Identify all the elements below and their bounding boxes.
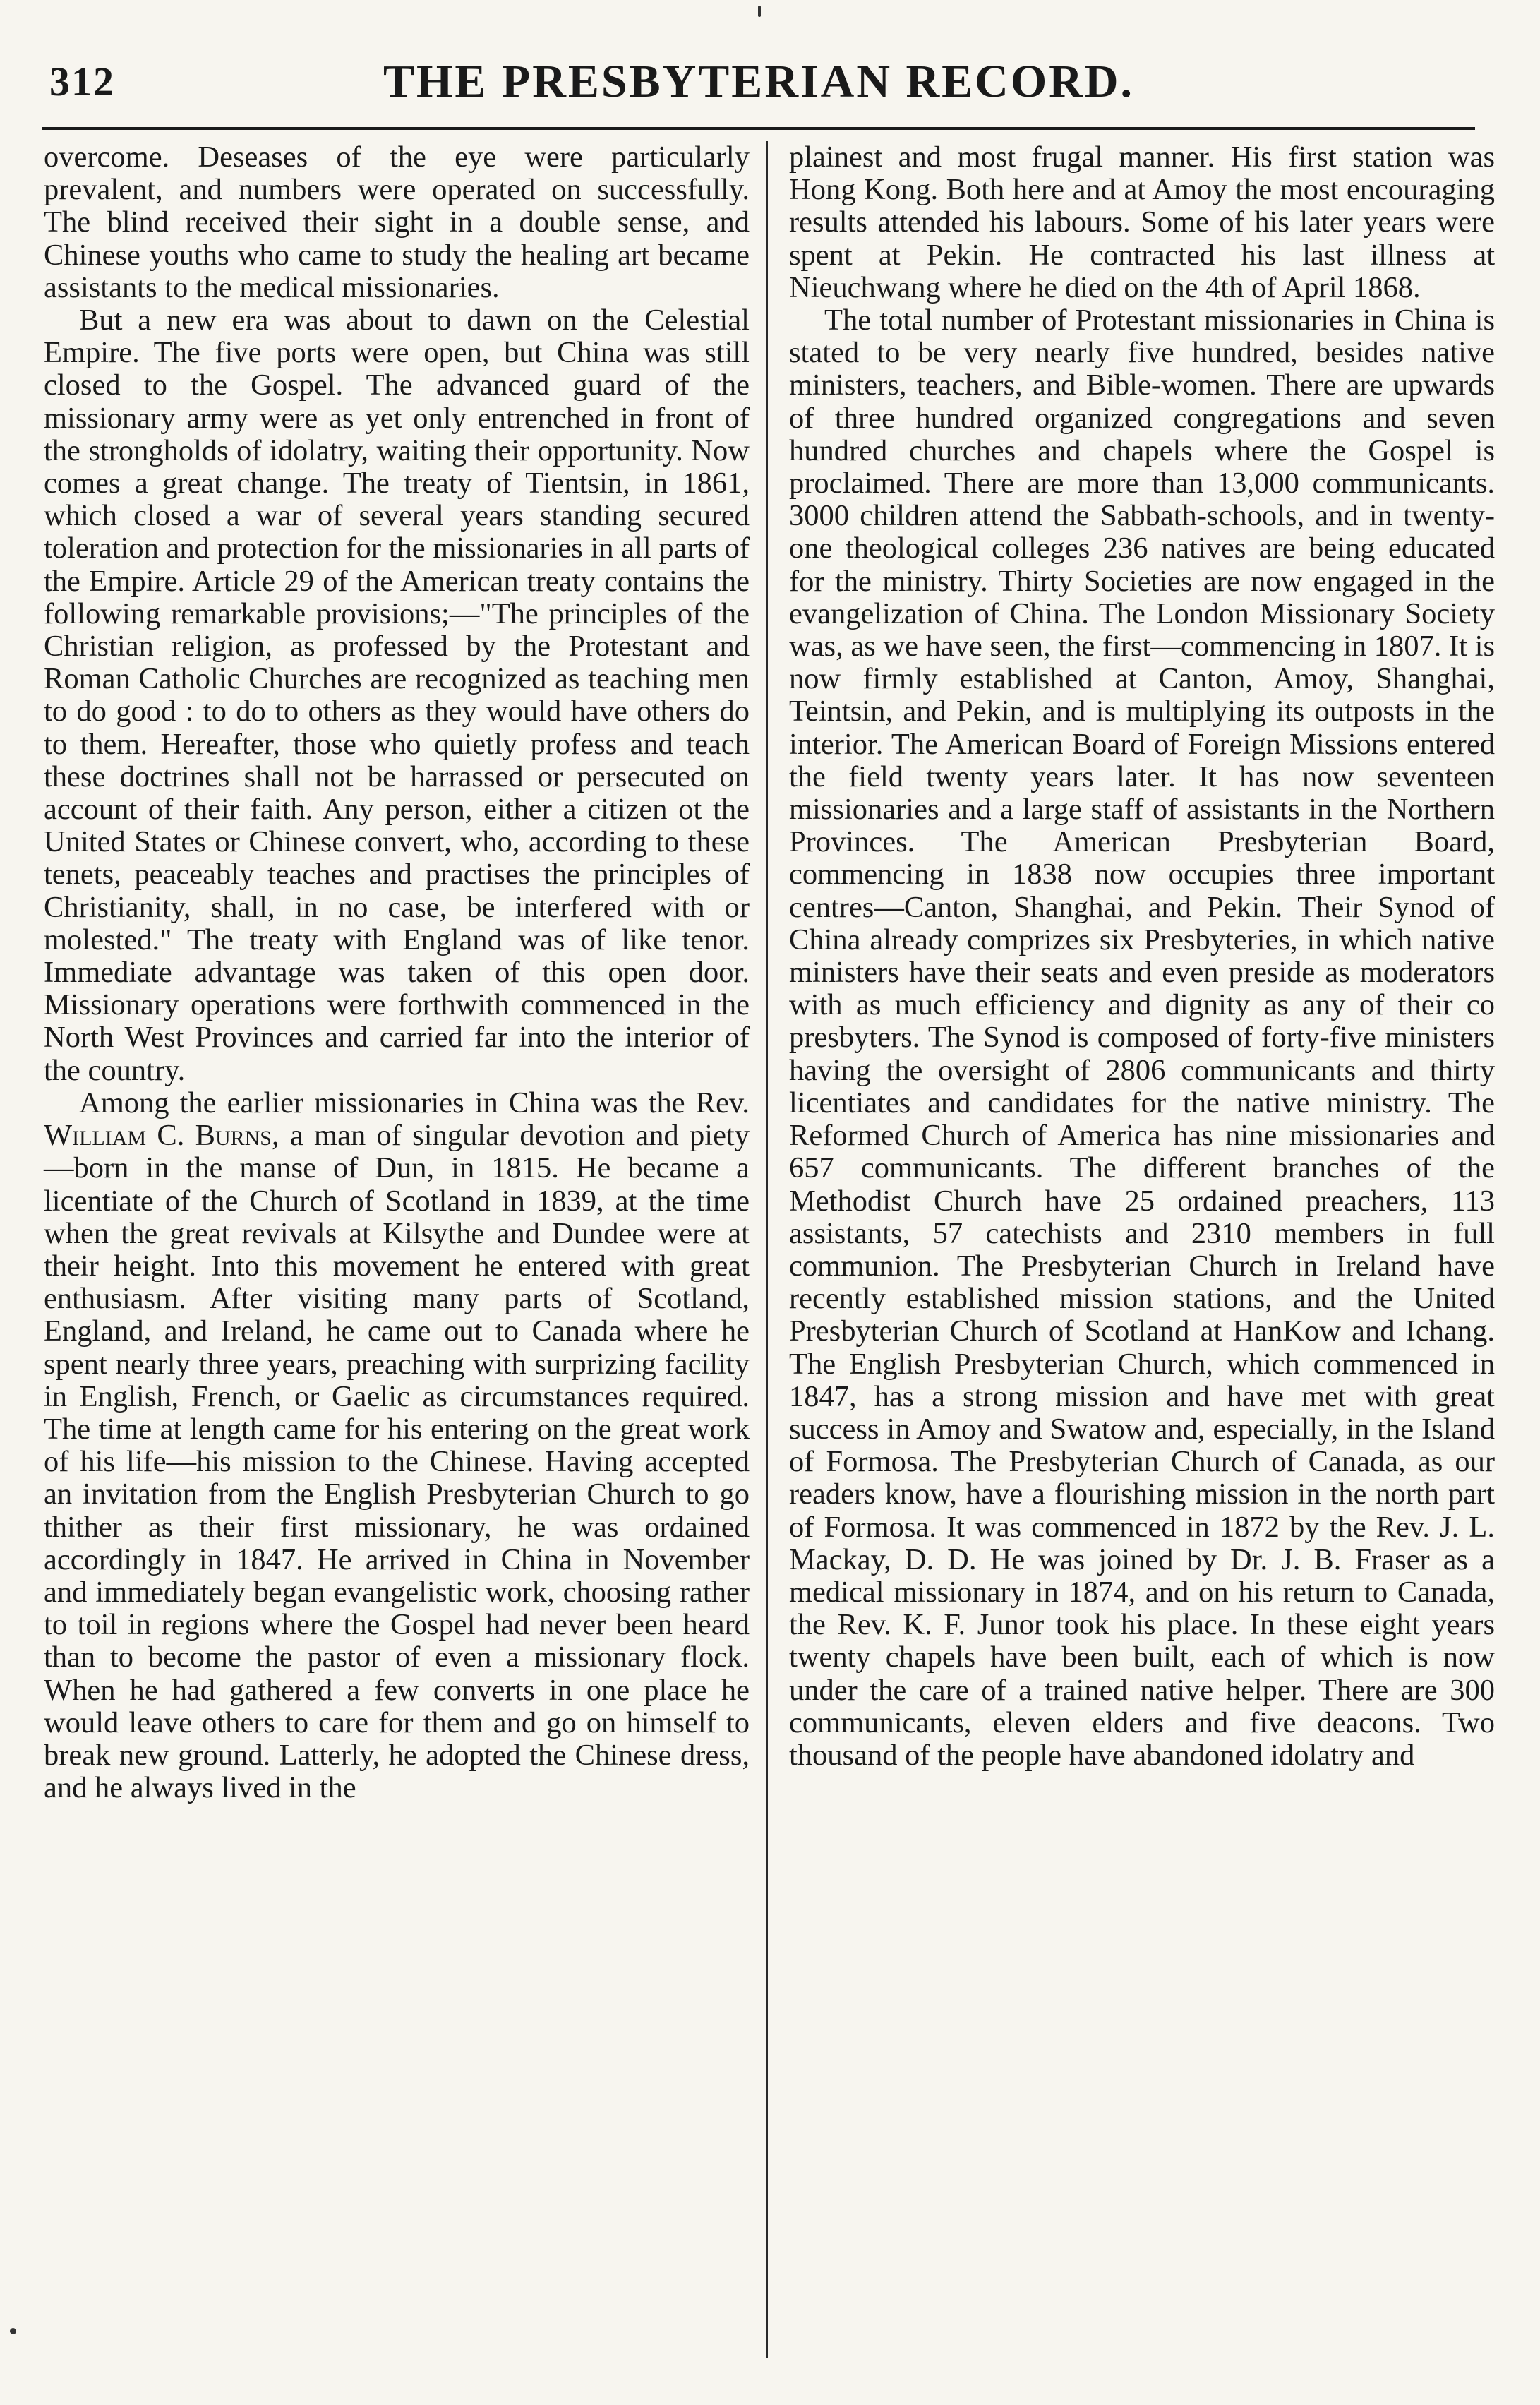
left-paragraph-3-intro: Among the earlier missionaries in China was the Rev. (79, 1086, 750, 1120)
print-speck-top (758, 6, 761, 17)
page-header (42, 49, 1475, 130)
right-paragraph-1: plainest and most frugal manner. His first station was Hong Kong. Both here and at Amoy the most encouraging results attended his labours. Some of his later years were spent at Pekin. He contracted his last illness at Nieuchwang where he died on the 4th of April 1868. (789, 140, 1495, 304)
missionary-name: William C. Burns (44, 1119, 272, 1153)
left-paragraph-1: overcome. Deseases of the eye were particularly prevalent, and numbers were operated on successfully. The blind received their sight in a double sense, and Chinese youths who came to study the healing art became assistants to the medical missionaries. (44, 140, 750, 304)
left-column (44, 141, 750, 2358)
journal-title: THE PRESBYTERIAN RECORD. (383, 56, 1134, 107)
column-divider (766, 141, 768, 2358)
left-paragraph-2: But a new era was about to dawn on the Celestial Empire. The five ports were open, but China was still closed to the Gospel. The advanced guard of the missionary army were as yet only entrenched in front of the strongholds of idolatry, waiting their opportunity. Now comes a great change. The treaty of Tientsin, in 1861, which closed a war of several years standing secured toleration and protection for the missionaries in all parts of the Empire. Article 29 of the American treaty contains the following remarkable provisions;—"The principles of the Christian religion, as professed by the Protestant and Roman Catholic Churches are recognized as teaching men to do good : to do to others as they would have others do to them. Hereafter, those who quietly profess and teach these doctrines shall not be harrassed or persecuted on account of their faith. Any person, either a citizen ot the United States or Chinese convert, who, according to these tenets, peaceably teaches and practises the principles of Christianity, shall, in no case, be interfered with or molested." The treaty with England was of like tenor. Immediate advantage was taken of this open door. Missionary operations were forthwith commenced in the North West Provinces and carried far into the interior of the country. (44, 304, 750, 1087)
left-paragraph-3-body: , a man of singular devotion and piety—born in the manse of Dun, in 1815. He became a licentiate of the Church of Scotland in 1839, at the time when the great revivals at Kilsythe and Dundee were at their height. Into this movement he entered with great enthusiasm. After visiting many parts of Scotland, England, and Ireland, he came out to Canada where he spent nearly three years, preaching with surprizing facility in English, French, or Gaelic as circumstances required. The time at length came for his entering on the great work of his life—his mission to the Chinese. Having accepted an invitation from the English Presbyterian Church to go thither as their first missionary, he was ordained accordingly in 1847. He arrived in China in November and immediately began evangelistic work, choosing rather to toil in regions where the Gospel had never been heard than to become the pastor of even a missionary flock. When he had gathered a few converts in one place he would leave others to care for them and go on himself to break new ground. Latterly, he adopted the Chinese dress, and he always lived in the (44, 1119, 750, 1805)
right-column (789, 141, 1495, 2358)
page-number: 312 (49, 59, 115, 104)
right-paragraph-2: The total number of Protestant missionaries in China is stated to be very nearly five hundred, besides native ministers, teachers, and Bible-women. There are upwards of three hundred organized congregations and seven hundred churches and chapels where the Gospel is proclaimed. There are more than 13,000 communicants. 3000 children attend the Sabbath-schools, and in twenty-one theological colleges 236 natives are being educated for the ministry. Thirty Societies are now engaged in the evangelization of China. The London Missionary Society was, as we have seen, the first—commencing in 1807. It is now firmly established at Canton, Amoy, Shanghai, Teintsin, and Pekin, and is multiplying its outposts in the interior. The American Board of Foreign Missions entered the field twenty years later. It has now seventeen missionaries and a large staff of assistants in the Northern Provinces. The American Presbyterian Board, commencing in 1838 now occupies three important centres—Canton, Shanghai, and Pekin. Their Synod of China already comprizes six Presbyteries, in which native ministers have their seats and even preside as moderators with as much efficiency and dignity as any of their co presbyters. The Synod is composed of forty-five ministers having the oversight of 2806 communicants and thirty licentiates and candidates for the native ministry. The Reformed Church of America has nine missionaries and 657 communicants. The different branches of the Methodist Church have 25 ordained preachers, 113 assistants, 57 catechists and 2310 members in full communion. The Presbyterian Church in Ireland have recently established mission stations, and the United Presbyterian Church of Scotland at HanKow and Ichang. The English Presbyterian Church, which commenced in 1847, has a strong mission and have met with great success in Amoy and Swatow and, especially, in the Island of Formosa. The Presbyterian Church of Canada, as our readers know, have a flourishing mission in the north part of Formosa. It was commenced in 1872 by the Rev. J. L. Mackay, D. D. He was joined by Dr. J. B. Fraser as a medical missionary in 1874, and on his return to Canada, the Rev. K. F. Junor took his place. In these eight years twenty chapels have been built, each of which is now under the care of a trained native helper. There are 300 communicants, eleven elders and five deacons. Two thousand of the people have abandoned idolatry and (789, 304, 1495, 1772)
left-paragraph-3 (44, 1087, 750, 1804)
print-speck-bottom (10, 2328, 16, 2334)
